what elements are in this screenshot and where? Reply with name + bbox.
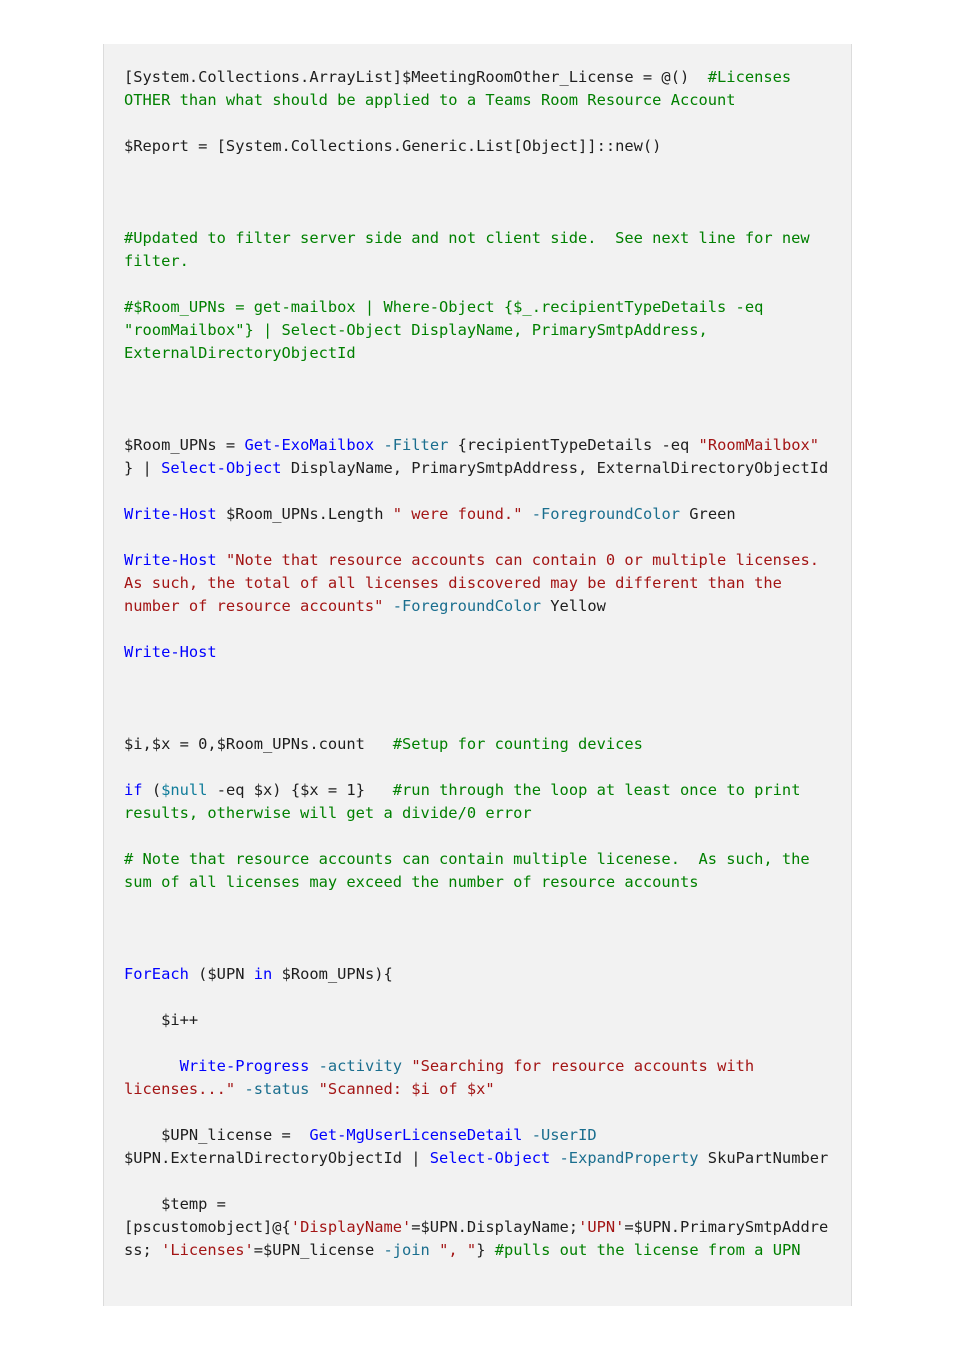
code-token: #Setup for counting devices [392,735,643,753]
blank-line [124,1032,834,1055]
code-line [124,779,834,802]
code-token: Write-Host [124,551,217,569]
code-line [124,296,834,319]
code-token: results, otherwise will get a divide/0 error [124,804,532,822]
code-token [550,1149,559,1167]
code-token: $Room_UPNs.Length [216,505,393,523]
code-token: number of resource accounts" [124,597,384,615]
code-token: $Room_UPNs){ [272,965,393,983]
code-body [124,66,834,1262]
code-token: 'Licenses' [161,1241,254,1259]
code-line [124,66,834,89]
code-token: #Licenses [707,68,792,86]
code-token: Get-MgUserLicenseDetail [309,1126,523,1144]
code-token: -Filter [383,436,449,454]
code-line [124,871,834,894]
code-token: -ForegroundColor [392,597,541,615]
code-token: -status [244,1080,310,1098]
code-token: OTHER than what should be applied to a Teams Room Resource Account [124,91,736,109]
code-token: [pscustomobject]@{ [124,1218,291,1236]
blank-line [124,1170,834,1193]
blank-line [124,825,834,848]
code-line [124,1124,834,1147]
code-token [522,1126,531,1144]
code-line [124,641,834,664]
code-line [124,1078,834,1101]
code-line [124,89,834,112]
code-token [402,1057,411,1075]
code-token: ss; [124,1241,162,1259]
code-token: $UPN.ExternalDirectoryObjectId | [124,1149,430,1167]
blank-line [124,112,834,135]
code-token: } [476,1241,495,1259]
code-token: "Scanned: $i of $x" [318,1080,495,1098]
code-token: } | [124,459,162,477]
code-token [124,1057,180,1075]
code-token: licenses..." [124,1080,236,1098]
code-token: =$UPN.DisplayName; [411,1218,579,1236]
code-token: Write-Host [124,505,217,523]
code-line [124,135,834,158]
code-token [309,1080,318,1098]
code-token: #pulls out the license from a UPN [494,1241,801,1259]
code-token: if [124,781,143,799]
code-token: Write-Progress [179,1057,310,1075]
code-token: in [253,965,273,983]
blank-line [124,986,834,1009]
code-line [124,549,834,572]
code-line [124,1216,834,1239]
code-line [124,1239,834,1262]
code-token: ", " [439,1241,477,1259]
blank-line [124,664,834,733]
code-token: Select-Object [161,459,282,477]
code-token: -ExpandProperty [559,1149,699,1167]
blank-line [124,480,834,503]
code-token: ($UPN [188,965,254,983]
code-token: =$UPN.PrimarySmtpAddre [624,1218,829,1236]
code-line [124,1009,834,1032]
code-line [124,848,834,871]
code-token: #Updated to filter server side and not client side. See next line for new [124,229,810,247]
code-line [124,342,834,365]
code-token: -ForegroundColor [531,505,681,523]
code-token: -join [383,1241,430,1259]
code-token: -eq $x) {$x = 1} [207,781,393,799]
code-token: Yellow [541,597,606,615]
code-token: {recipientTypeDetails -eq [448,436,699,454]
code-token: " were found." [392,505,523,523]
code-line [124,733,834,756]
code-line [124,1147,834,1170]
code-token: "RoomMailbox" [698,436,820,454]
code-token: SkuPartNumber [698,1149,829,1167]
code-line [124,572,834,595]
blank-line [124,526,834,549]
code-token: sum of all licenses may exceed the number of resource accounts [124,873,699,891]
code-line [124,319,834,342]
code-token: Get-ExoMailbox [244,436,375,454]
code-token: 'UPN' [578,1218,625,1236]
blank-line [124,273,834,296]
code-line [124,227,834,250]
blank-line [124,894,834,963]
code-token: "Note that resource accounts can contain 0 or multiple licenses. [225,551,819,569]
code-line [124,595,834,618]
code-token: "Searching for resource accounts with [411,1057,755,1075]
code-token: $i++ [124,1011,199,1029]
code-line [124,963,834,986]
code-token: $UPN_license = [124,1126,310,1144]
code-token: -activity [318,1057,403,1075]
code-token: Select-Object [429,1149,551,1167]
code-token [383,597,392,615]
blank-line [124,1101,834,1124]
code-line [124,802,834,825]
code-line [124,1055,834,1078]
blank-line [124,756,834,779]
code-token [309,1057,318,1075]
blank-line [124,618,834,641]
code-token: 'DisplayName' [290,1218,412,1236]
code-token: =$UPN_license [253,1241,384,1259]
code-token: As such, the total of all licenses discovered may be different than the [124,574,782,592]
code-token: ExternalDirectoryObjectId [124,344,356,362]
code-token [522,505,531,523]
code-token: #run through the loop at least once to print [392,781,801,799]
code-token: $null [161,781,208,799]
code-token: $temp = [124,1195,226,1213]
code-token [430,1241,439,1259]
code-token: # Note that resource accounts can contain multiple licenese. As such, the [124,850,810,868]
code-token [217,551,226,569]
code-line [124,1193,834,1216]
code-token: "roomMailbox"} | Select-Object DisplayName, PrimarySmtpAddress, [124,321,708,339]
code-token: [System.Collections.ArrayList]$MeetingRoomOther_License = @() [124,68,708,86]
code-token: Green [680,505,736,523]
blank-line [124,158,834,227]
code-token: -UserID [531,1126,597,1144]
code-line [124,250,834,273]
code-token: $Report = [System.Collections.Generic.List[Object]]::new() [124,137,662,155]
code-token: DisplayName, PrimarySmtpAddress, ExternalDirectoryObjectId [281,459,829,477]
blank-line [124,365,834,434]
code-block [103,44,852,1306]
code-line [124,457,834,480]
code-token: ( [142,781,162,799]
code-token: $Room_UPNs = [124,436,245,454]
code-token: Write-Host [124,643,217,661]
code-token: filter. [124,252,189,270]
code-line [124,503,834,526]
code-token: #$Room_UPNs = get-mailbox | Where-Object {$_.recipientTypeDetails -eq [124,298,764,316]
code-token: ForEach [124,965,189,983]
code-line [124,434,834,457]
code-token: $i,$x = 0,$Room_UPNs.count [124,735,393,753]
